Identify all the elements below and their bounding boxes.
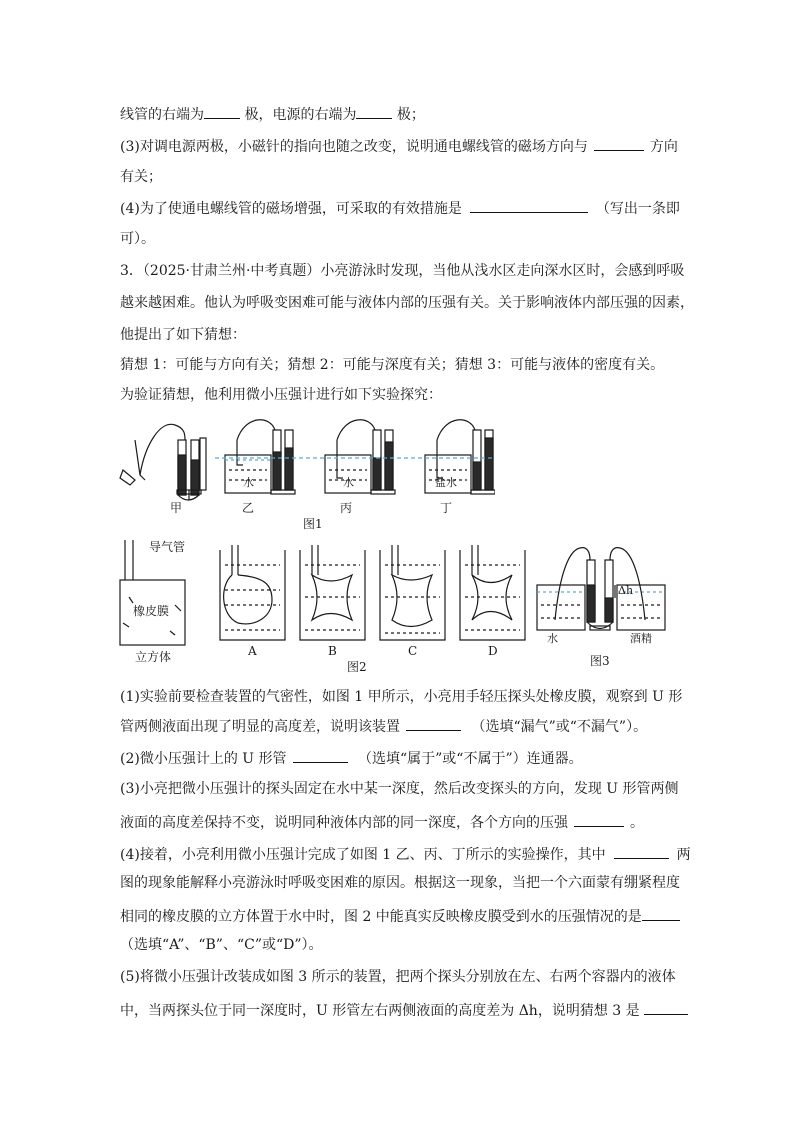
fig2-option-d: D (488, 644, 498, 658)
text-line-8: 他提出了如下猜想： (120, 327, 246, 343)
q4-line-a (120, 844, 691, 864)
fig3-dh-label: Δh (618, 584, 634, 597)
fig2-option-b: B (328, 644, 337, 658)
text: 液面的高度差保持不变，说明同种液体内部的同一深度，各个方向的压强 (120, 815, 568, 831)
text: (2)微小压强计上的 U 形管 (120, 751, 287, 767)
fig1-label-bing: 丙 (340, 501, 353, 515)
fig2-tube-label: 导气管 (149, 540, 186, 554)
answer-blank[interactable] (356, 104, 392, 119)
figure-3 (535, 540, 670, 670)
fig2-option-a: A (248, 644, 257, 658)
text: 相同的橡皮膜的立方体置于水中时，图 2 中能真实反映橡皮膜受到水的压强情况的是 (120, 909, 642, 925)
text: 线管的右端为 (120, 107, 204, 123)
q5-line-a: (5)将微小压强计改装成如图 3 所示的装置，把两个探头分别放在左、右两个容器内的液体 (120, 969, 676, 985)
text: （选填“属于”或“不属于”）连通器。 (357, 751, 583, 767)
q1-line-b (120, 716, 647, 736)
answer-blank[interactable] (642, 906, 680, 921)
q4-line-c (120, 906, 680, 926)
answer-blank[interactable] (470, 198, 588, 213)
text-line-7: 越来越困难。他认为呼吸变困难可能与液体内部的压强有关。关于影响液体内部压强的因素， (120, 295, 694, 311)
q4-line-b: 图的现象能解释小亮游泳时呼吸变困难的原因。根据这一现象，当把一个六面蒙有绷紧程度 (120, 875, 680, 891)
text-line-10: 为验证猜想，他利用微小压强计进行如下实验探究： (120, 387, 442, 403)
text: 极，电源的右端为 (244, 107, 357, 123)
fig3-right-label: 酒精 (630, 632, 652, 645)
fig1-caption: 图1 (303, 517, 323, 531)
text-line-4 (120, 198, 680, 218)
text: (4)接着，小亮利用微小压强计完成了如图 1 乙、丙、丁所示的实验操作，其中 (120, 847, 606, 863)
answer-blank[interactable] (204, 104, 240, 119)
fig1-label-yi: 乙 (242, 501, 255, 515)
fig3-caption: 图3 (590, 654, 610, 668)
text: 方向 (649, 139, 678, 155)
q3-line-b (120, 812, 644, 832)
fig1-liquid-3: 盐水 (435, 476, 457, 489)
answer-blank[interactable] (614, 844, 669, 859)
text: 极； (396, 107, 425, 123)
answer-blank[interactable] (574, 812, 624, 827)
text: （选填“漏气”或“不漏气”）。 (471, 719, 648, 735)
text: 两 (676, 847, 691, 863)
answer-blank[interactable] (594, 136, 644, 151)
text: (4)为了使通电螺线管的磁场增强，可采取的有效措施是 (120, 201, 462, 217)
text-line-5: 可）。 (120, 231, 155, 247)
fig1-liquid-2: 水 (343, 476, 354, 489)
answer-blank[interactable] (293, 748, 348, 763)
q2-line (120, 748, 583, 768)
fig1-liquid-1: 水 (243, 476, 254, 489)
text-line-1 (120, 104, 425, 124)
text: 。 (630, 815, 644, 831)
q5-line-b (120, 1000, 688, 1020)
fig2-caption: 图2 (347, 660, 367, 674)
answer-blank[interactable] (406, 716, 461, 731)
text: 管两侧液面出现了明显的高度差，说明该装置 (120, 719, 400, 735)
figure-1 (115, 410, 495, 535)
text: (3)对调电源两极，小磁针的指向也随之改变，说明通电螺线管的磁场方向与 (120, 139, 588, 155)
fig2-option-c: C (408, 644, 418, 658)
fig2-membrane-label: 橡皮膜 (133, 604, 170, 618)
fig1-label-jia: 甲 (170, 501, 183, 515)
text: （写出一条即 (595, 201, 680, 217)
q4-line-d: （选填“A”、“B”、“C”或“D”）。 (120, 937, 323, 953)
fig3-left-label: 水 (547, 632, 558, 645)
fig1-label-ding: 丁 (440, 501, 453, 515)
text-line-9: 猜想 1：可能与方向有关；猜想 2：可能与深度有关；猜想 3：可能与液体的密度有关。 (120, 357, 665, 373)
text-line-3: 有关； (120, 169, 162, 185)
fig2-cube-label: 立方体 (135, 650, 172, 664)
q1-line-a: (1)实验前要检查装置的气密性，如图 1 甲所示，小亮用手轻压探头处橡皮膜，观察到 U 形 (120, 689, 683, 705)
text-line-6: 3．（2025·甘肃兰州·中考真题）小亮游泳时发现，当他从浅水区走向深水区时，会感到呼吸 (120, 263, 685, 279)
text-line-2 (120, 136, 678, 156)
answer-blank[interactable] (644, 1000, 688, 1015)
figure-2 (115, 535, 545, 675)
q3-line-a: (3)小亮把微小压强计的探头固定在水中某一深度，然后改变探头的方向，发现 U 形管两侧 (120, 781, 679, 797)
text: 中，当两探头位于同一深度时，U 形管左右两侧液面的高度差为 Δh，说明猜想 3 是 (120, 1003, 640, 1019)
